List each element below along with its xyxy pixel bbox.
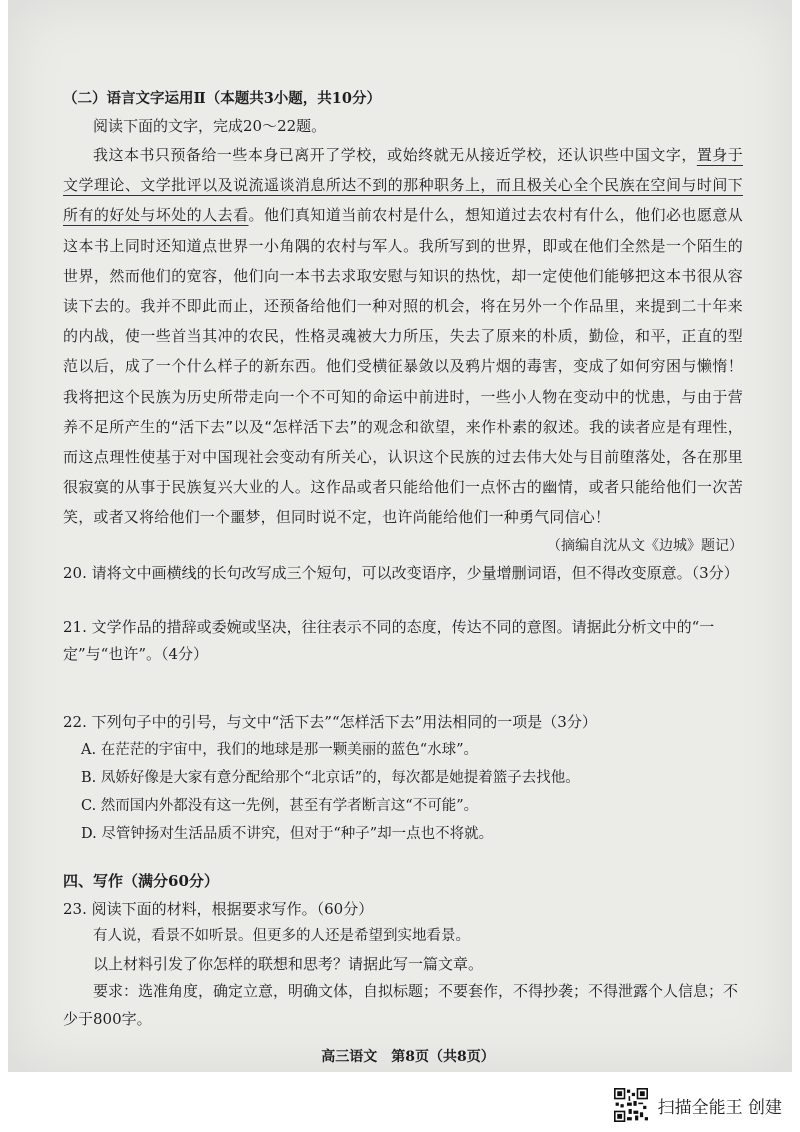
writing-heading: 四、写作（满分60分） bbox=[63, 872, 219, 891]
qr-code-icon bbox=[614, 1088, 648, 1122]
underlined-sentence: 置身于文学理论、文学批评以及说流遥谈消息所达不到的那种职务上，而且极关心全个民族在空间与时间下所有的好处与坏处的人去看 bbox=[63, 146, 743, 225]
option-c: C. 然而国内外都没有这一先例，甚至有学者断言这“不可能”。 bbox=[81, 798, 479, 815]
passage-source: （摘编自沈从文《边城》题记） bbox=[547, 537, 743, 554]
option-b: B. 凤娇好像是大家有意分配给那个“北京话”的，每次都是她提着篮子去找他。 bbox=[81, 770, 580, 787]
option-a: A. 在茫茫的宇宙中，我们的地球是那一颗美丽的蓝色“水球”。 bbox=[81, 742, 479, 759]
page-content bbox=[63, 85, 743, 1033]
section-heading: （二）语言文字运用Ⅱ（本题共3小题，共10分） bbox=[63, 90, 381, 107]
reading-passage bbox=[63, 140, 743, 533]
page-footer: 高三语文 第8页（共8页） bbox=[321, 1049, 495, 1065]
option-d: D. 尽管钟扬对生活品质不讲究，但对于“种子”却一点也不将就。 bbox=[81, 826, 494, 843]
passage-intro: 我这本书只预备给一些本身已离开了学校，或始终就无从接近学校，还认识些中国文字， bbox=[93, 146, 697, 164]
scanner-label: 扫描全能王 创建 bbox=[657, 1097, 782, 1118]
scanner-watermark bbox=[614, 1085, 782, 1125]
question-23: 23. 阅读下面的材料，根据要求写作。（60分） bbox=[63, 899, 374, 918]
writing-requirements: 要求：选准角度，确定立意，明确文体，自拟标题；不要套作，不得抄袭；不得泄露个人信息；不少于800字。 bbox=[63, 982, 739, 1028]
passage-body: 。他们真知道当前农村是什么，想知道过去农村有什么，他们必也愿意从这本书上同时还知道点世界一小角隅的农村与军人。我所写到的世界，即或在他们全然是一个陌生的世界，然而他们的宽容，他们向一本书去求取安慰与知识的热忱，却一定使他们能够把这本书很从容读下去的。我并不即此而止，还预备给他们一种对照的机会，将在另外一个作品里，来提到二十年来的内战，使一些首当其冲的农民，性格灵魂被大力所压，失去了原来的朴质，勤俭，和平，正直的型范以后，成了一个什么样子的新东西。他们受横征暴敛以及鸦片烟的毒害，变成了如何穷困与懒惰！我将把这个民族为历史所带走向一个不可知的命运中前进时，一些小人物在变动中的忧患，与由于营养不足所产生的“活下去”以及“怎样活下去”的观念和欲望，来作朴素的叙述。我的读者应是有理性，而这点理性使基于对中国现社会变动有所关心，认识这个民族的过去伟大处与目前堕落处，各在那里很寂寞的从事于民族复兴大业的人。这作品或者只能给他们一点怀古的幽情，或者只能给他们一次苦笑，或者又将给他们一个噩梦，但同时说不定，也许尚能给他们一种勇气同信心！ bbox=[63, 206, 744, 527]
question-22: 22. 下列句子中的引号，与文中“活下去”“怎样活下去”用法相同的一项是（3分） bbox=[63, 712, 597, 731]
reading-instruction: 阅读下面的文字，完成20～22题。 bbox=[93, 116, 327, 135]
writing-prompt: 以上材料引发了你怎样的联想和思考？请据此写一篇文章。 bbox=[93, 954, 484, 973]
writing-material: 有人说，看景不如听景。但更多的人还是希望到实地看景。 bbox=[93, 928, 470, 945]
exam-page bbox=[8, 0, 792, 1072]
question-22-options bbox=[63, 736, 743, 848]
question-21: 21. 文学作品的措辞或委婉或坚决，往往表示不同的态度，传达不同的意图。请据此分析文中的“一定”与“也许”。（4分） bbox=[63, 617, 715, 664]
question-20: 20. 请将文中画横线的长句改写成三个短句，可以改变语序，少量增删词语，但不得改变原意。（3分） bbox=[63, 564, 739, 583]
